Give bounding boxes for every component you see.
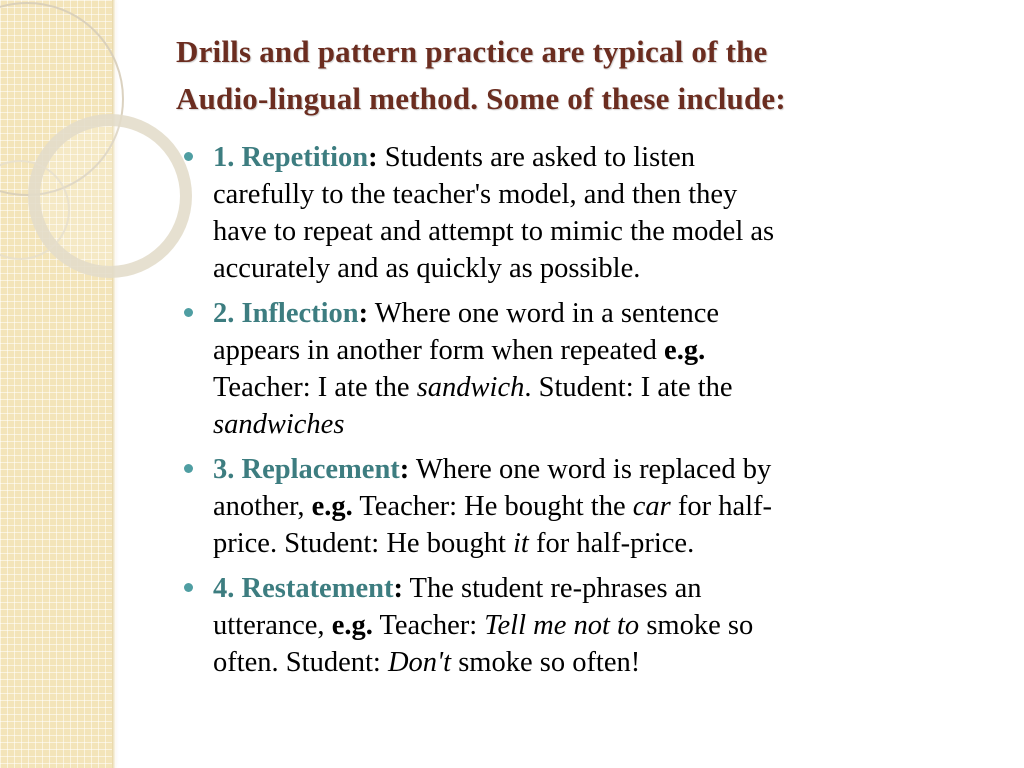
title-line-2: Audio-lingual method. Some of these include: bbox=[176, 81, 786, 116]
text-run: utterance, bbox=[213, 610, 332, 641]
text-run: smoke so bbox=[639, 610, 754, 641]
text-run: for half- bbox=[670, 491, 773, 522]
term-label: 1. Repetition bbox=[213, 142, 369, 173]
slide-title bbox=[176, 28, 996, 122]
bullet-item-repetition bbox=[184, 139, 1004, 287]
bullet-line bbox=[213, 332, 1004, 369]
italic-word: car bbox=[632, 491, 671, 522]
text-run: Where one word in a sentence bbox=[368, 298, 719, 329]
bullet-line bbox=[213, 488, 1004, 525]
bullet-list bbox=[184, 139, 1004, 689]
text-run: Teacher: He bought the bbox=[352, 491, 633, 522]
side-panel-edge bbox=[112, 0, 116, 768]
text-run: Students are asked to listen bbox=[377, 142, 696, 173]
term-label: 3. Replacement bbox=[213, 454, 400, 485]
text-run: . Student: I ate the bbox=[524, 372, 733, 403]
italic-word: sandwiches bbox=[213, 409, 345, 440]
text-run: Teacher: I ate the bbox=[213, 372, 417, 403]
bullet-item-inflection bbox=[184, 295, 1004, 443]
text-run: price. Student: He bought bbox=[213, 528, 513, 559]
italic-word: sandwich bbox=[416, 372, 525, 403]
example-marker: e.g. bbox=[331, 610, 373, 641]
title-line-1: Drills and pattern practice are typical of the bbox=[176, 34, 768, 69]
example-marker: e.g. bbox=[311, 491, 353, 522]
italic-word: Don't bbox=[387, 647, 452, 678]
bullet-line bbox=[213, 607, 1004, 644]
bullet-line bbox=[213, 139, 1004, 176]
bullet-line bbox=[213, 570, 1004, 607]
text-run: carefully to the teacher's model, and then they bbox=[213, 179, 738, 210]
bullet-line bbox=[213, 525, 1004, 562]
term-colon: : bbox=[393, 573, 403, 604]
text-run: Teacher: bbox=[372, 610, 485, 641]
bullet-item-restatement bbox=[184, 570, 1004, 681]
bullet-dot-icon bbox=[184, 152, 193, 161]
term-colon: : bbox=[399, 454, 410, 485]
text-run: often. Student: bbox=[213, 647, 388, 678]
italic-word: it bbox=[513, 528, 529, 559]
example-marker: e.g. bbox=[664, 335, 706, 366]
bullet-line bbox=[213, 451, 1004, 488]
text-run: have to repeat and attempt to mimic the model as bbox=[213, 216, 775, 247]
bullet-dot-icon bbox=[184, 583, 193, 592]
bullet-line bbox=[213, 213, 1004, 250]
bullet-line bbox=[213, 644, 1004, 681]
term-colon: : bbox=[368, 142, 378, 173]
term-colon: : bbox=[358, 298, 369, 329]
term-label: 4. Restatement bbox=[213, 573, 394, 604]
bullet-line bbox=[213, 295, 1004, 332]
text-run: Where one word is replaced by bbox=[409, 454, 772, 485]
bullet-line bbox=[213, 250, 1004, 287]
term-label: 2. Inflection bbox=[213, 298, 359, 329]
bullet-line bbox=[213, 369, 1004, 406]
bullet-line bbox=[213, 406, 1004, 443]
text-run: appears in another form when repeated bbox=[213, 335, 665, 366]
bullet-line bbox=[213, 176, 1004, 213]
decorative-side-panel bbox=[0, 0, 112, 768]
bullet-item-replacement bbox=[184, 451, 1004, 562]
bullet-dot-icon bbox=[184, 308, 193, 317]
text-run: The student re-phrases an bbox=[402, 573, 702, 604]
bullet-dot-icon bbox=[184, 464, 193, 473]
text-run: another, bbox=[213, 491, 312, 522]
text-run: smoke so often! bbox=[451, 647, 641, 678]
italic-word: Tell me not to bbox=[484, 610, 640, 641]
text-run: for half-price. bbox=[528, 528, 695, 559]
text-run: accurately and as quickly as possible. bbox=[213, 253, 641, 284]
